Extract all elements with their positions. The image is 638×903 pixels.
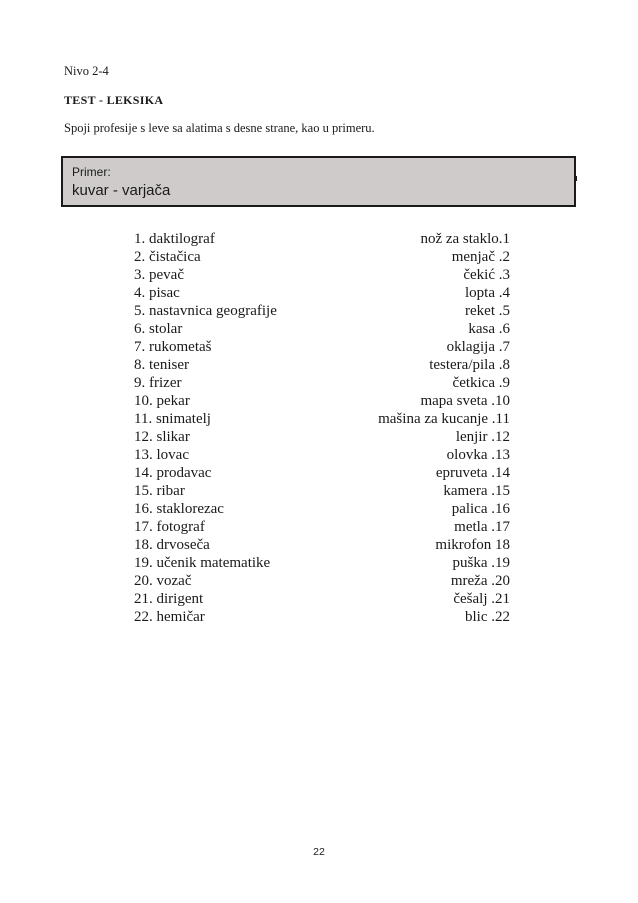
tool-item: oklagija .7 [446, 339, 510, 355]
tool-item: čekić .3 [463, 267, 510, 283]
professions-list [134, 230, 277, 626]
profession-item: 7. rukometaš [134, 339, 212, 355]
profession-item: 5. nastavnica geografije [134, 303, 277, 319]
tool-item: nož za staklo.1 [420, 231, 510, 247]
tool-item: mikrofon 18 [435, 537, 510, 553]
instruction-text: Spoji profesije s leve sa alatima s desne strane, kao u primeru. [64, 121, 375, 135]
tool-item: metla .17 [454, 519, 510, 535]
profession-item: 6. stolar [134, 321, 183, 337]
example-label: Primer: [72, 165, 111, 179]
tool-item: kamera .15 [443, 483, 510, 499]
profession-item: 22. hemičar [134, 609, 205, 625]
tool-item: reket .5 [465, 303, 510, 319]
profession-item: 20. vozač [134, 573, 192, 589]
tool-item: mapa sveta .10 [420, 393, 510, 409]
example-text: kuvar - varjača [72, 182, 171, 199]
example-box [61, 156, 576, 207]
profession-item: 8. teniser [134, 357, 189, 373]
tool-item: testera/pila .8 [429, 357, 510, 373]
profession-item: 16. staklorezac [134, 501, 224, 517]
tool-item: češalj .21 [453, 591, 510, 607]
tool-item: lenjir .12 [455, 429, 510, 445]
profession-item: 2. čistačica [134, 249, 201, 265]
tool-item: palica .16 [451, 501, 510, 517]
profession-item: 19. učenik matematike [134, 555, 271, 571]
profession-item: 17. fotograf [134, 519, 205, 535]
profession-item: 13. lovac [134, 447, 189, 463]
page-number: 22 [313, 846, 325, 858]
tool-item: epruveta .14 [435, 465, 510, 481]
level-label: Nivo 2-4 [64, 64, 109, 78]
profession-item: 11. snimatelj [134, 411, 211, 427]
profession-item: 10. pekar [134, 393, 190, 409]
tools-list [330, 230, 510, 626]
profession-item: 15. ribar [134, 483, 185, 499]
tool-item: mašina za kucanje .11 [378, 411, 510, 427]
tool-item: olovka .13 [446, 447, 510, 463]
tool-item: blic .22 [465, 609, 510, 625]
tool-item: menjač .2 [451, 249, 510, 265]
profession-item: 18. drvoseča [134, 537, 210, 553]
profession-item: 21. dirigent [134, 591, 204, 607]
profession-item: 3. pevač [134, 267, 184, 283]
tool-item: četkica .9 [452, 375, 510, 391]
profession-item: 9. frizer [134, 375, 182, 391]
profession-item: 14. prodavac [134, 465, 212, 481]
test-title: TEST - LEKSIKA [64, 93, 164, 107]
example-box-tick [576, 176, 577, 181]
tool-item: kasa .6 [468, 321, 510, 337]
profession-item: 1. daktilograf [134, 231, 215, 247]
tool-item: mreža .20 [450, 573, 510, 589]
profession-item: 4. pisac [134, 285, 180, 301]
tool-item: lopta .4 [465, 285, 510, 301]
profession-item: 12. slikar [134, 429, 190, 445]
tool-item: puška .19 [452, 555, 510, 571]
